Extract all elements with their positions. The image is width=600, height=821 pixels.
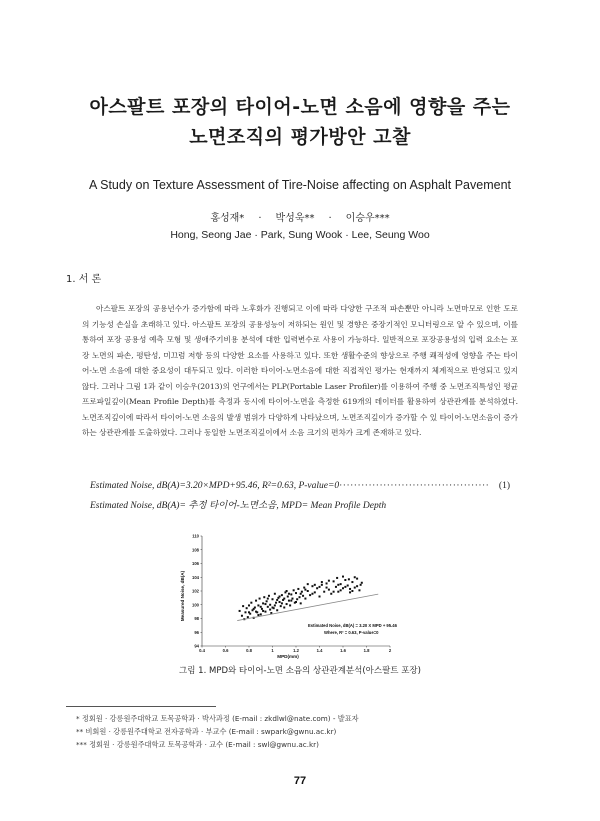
footnote-3: *** 정회원 · 강릉원주대학교 토목공학과 · 교수 (E-mail : swl@gwnu.ac.kr) bbox=[76, 740, 319, 749]
data-point bbox=[283, 607, 285, 609]
data-point bbox=[319, 596, 321, 598]
data-point bbox=[358, 589, 360, 591]
data-point bbox=[272, 607, 274, 609]
data-point bbox=[300, 593, 302, 595]
data-point bbox=[260, 606, 262, 608]
data-point bbox=[276, 609, 278, 611]
data-point bbox=[267, 606, 269, 608]
section-heading: 1. 서 론 bbox=[66, 274, 102, 285]
data-point bbox=[307, 590, 309, 592]
data-point bbox=[241, 615, 243, 617]
data-point bbox=[291, 598, 293, 600]
data-point bbox=[311, 593, 313, 595]
data-point bbox=[262, 602, 264, 604]
data-point bbox=[323, 591, 325, 593]
data-point bbox=[356, 585, 358, 587]
data-point bbox=[303, 587, 305, 589]
data-point bbox=[309, 594, 311, 596]
data-point bbox=[288, 600, 290, 602]
data-point bbox=[289, 604, 291, 606]
author-1: 홍성재* bbox=[210, 213, 245, 224]
data-point bbox=[354, 587, 356, 589]
y-tick-label: 110 bbox=[192, 533, 199, 539]
x-tick-label: 1.8 bbox=[363, 648, 370, 653]
data-point bbox=[337, 591, 339, 593]
data-point bbox=[286, 603, 288, 605]
data-point bbox=[287, 596, 289, 598]
footnote-2: ** 비회원 · 강릉원주대학교 전자공학과 · 부교수 (E-mail : swpark@gwnu.ac.kr) bbox=[76, 727, 337, 736]
y-tick-label: 102 bbox=[192, 588, 199, 594]
data-point bbox=[349, 591, 351, 593]
data-point bbox=[248, 611, 250, 613]
authors-korean bbox=[0, 209, 600, 224]
author-separator: · bbox=[258, 213, 262, 224]
data-point bbox=[328, 589, 330, 591]
data-point bbox=[255, 611, 257, 613]
equation-formula: Estimated Noise, dB(A)=3.20×MPD+95.46, R²=0.63, P-value=0 bbox=[90, 481, 340, 491]
data-point bbox=[297, 588, 299, 590]
data-point bbox=[333, 591, 335, 593]
y-axis-label: Measured Noise, dB(A) bbox=[180, 570, 185, 622]
data-point bbox=[328, 580, 330, 582]
data-point bbox=[347, 585, 349, 587]
x-tick-label: 1.2 bbox=[293, 648, 299, 653]
data-point bbox=[340, 589, 342, 591]
x-tick-label: 0.8 bbox=[246, 648, 252, 653]
x-tick-label: 0.4 bbox=[199, 648, 205, 653]
author-3: 이승우*** bbox=[345, 213, 390, 224]
data-point bbox=[300, 602, 302, 604]
footnotes bbox=[76, 712, 536, 751]
author-separator: · bbox=[328, 213, 332, 224]
data-point bbox=[279, 601, 281, 603]
data-point bbox=[248, 604, 250, 606]
data-point bbox=[260, 613, 262, 615]
data-point bbox=[304, 598, 306, 600]
y-tick-label: 94 bbox=[194, 643, 199, 649]
data-point bbox=[304, 589, 306, 591]
body-paragraph: 아스팔트 포장의 공용년수가 증가함에 따라 노후화가 진행되고 이에 따라 다양한 구조적 파손뿐만 아니라 노면마모로 인한 도로의 기능성 손실을 초래하고 있다. 아스팔트 포장의 공용성능이 저하되는 원인 및 경향은 중장기적인 모니터링으로 알 수 있으며, 이를 통하여 포장 공용성 예측 모형 및 생애주기비용 분석에 대한 입력변수로 사용이 가능하다. 일반적으로 포장공용성의 입력 요소는 포장 노면의 파손, 평탄성, 미끄럼 저항 등의 다양한 요소를 사용하고 있다. 또한 생활수준의 향상으로 주행 쾌적성에 영향을 주는 타이어-노면 소음에 대한 중요성이 대두되고 있다. 이러한 타이어-노면소음에 대한 직접적인 평가는 현재까지 체계적으로 반영되고 있지 않다. 그러나 그림 1과 같이 이승우(2013)의 연구에서는 PLP(Portable Laser Profiler)를 이용하여 주행 중 노면조직특성인 평균프로파일깊이(Mean Profile Depth)를 측정과 동시에 타이어-노면을 측정한 619개의 데이터를 활용하여 상관관계를 분석하였다. 노면조직깊이에 따라서 타이어-노면 소음의 발생 범위가 다양하게 나타났으며, 노면조직깊이가 증가할 수 있 타이어-노면소음이 증가하는 상관관계를 도출하였다. 그러나 동일한 노면조직깊이에서 소음 크기의 편차가 크게 존재하고 있다. bbox=[82, 304, 518, 437]
data-point bbox=[296, 598, 298, 600]
data-point bbox=[301, 591, 303, 593]
data-point bbox=[356, 578, 358, 580]
data-point bbox=[340, 583, 342, 585]
title-korean-line-1: 아스팔트 포장의 타이어-노면 소음에 영향을 주는 bbox=[89, 96, 511, 118]
data-point bbox=[314, 591, 316, 593]
data-point bbox=[257, 614, 259, 616]
data-point bbox=[264, 603, 266, 605]
x-tick-label: 0.6 bbox=[222, 648, 229, 653]
figure-annotation-line-1: Estimated Noise, dB(A) = 3.20 X MPD + 95.46 bbox=[308, 623, 397, 628]
data-point bbox=[274, 604, 276, 606]
x-tick-label: 1.6 bbox=[340, 648, 346, 653]
data-point bbox=[263, 596, 265, 598]
data-point bbox=[288, 593, 290, 595]
data-point bbox=[279, 596, 281, 598]
data-point bbox=[246, 607, 248, 609]
data-point bbox=[293, 589, 295, 591]
data-point bbox=[295, 592, 297, 594]
data-point bbox=[275, 602, 277, 604]
trend-line bbox=[237, 594, 378, 620]
data-point bbox=[268, 595, 270, 597]
equation-line-2: Estimated Noise, dB(A)= 추정 타이어-노면소음, MPD= Mean Profile Depth bbox=[90, 501, 387, 511]
x-tick-label: 1 bbox=[271, 648, 274, 653]
data-point bbox=[360, 584, 362, 586]
data-point bbox=[326, 582, 328, 584]
data-point bbox=[266, 600, 268, 602]
x-tick-label: 2 bbox=[388, 648, 392, 653]
data-point bbox=[262, 610, 264, 612]
data-point bbox=[330, 593, 332, 595]
data-point bbox=[348, 578, 350, 580]
data-point bbox=[255, 600, 257, 602]
data-point bbox=[299, 596, 301, 598]
authors-english: Hong, Seong Jae · Park, Sung Wook · Lee, Seung Woo bbox=[170, 229, 430, 241]
x-axis-label: MPD(mm) bbox=[277, 654, 299, 659]
data-point bbox=[280, 605, 282, 607]
x-tick-label: 1.4 bbox=[316, 648, 323, 653]
data-point bbox=[361, 582, 363, 584]
data-point bbox=[283, 598, 285, 600]
figure-annotation-line-2: Where, R² = 0.63, P-value=0 bbox=[324, 630, 379, 635]
footnote-divider bbox=[66, 706, 216, 707]
data-point bbox=[276, 599, 278, 601]
equation-number: (1) bbox=[498, 481, 510, 491]
data-point bbox=[344, 579, 346, 581]
data-point bbox=[321, 584, 323, 586]
data-point bbox=[286, 590, 288, 592]
data-point bbox=[337, 584, 339, 586]
equation-leader-dots: ········································· bbox=[339, 481, 490, 491]
page-number: 77 bbox=[293, 775, 307, 787]
footnote-1: * 정회원 · 강릉원주대학교 토목공학과 · 박사과정 (E-mail : zkdlwl@nate.com) - 발표자 bbox=[76, 714, 359, 723]
data-point bbox=[321, 581, 323, 583]
scatter-chart bbox=[176, 530, 400, 660]
y-tick-label: 108 bbox=[192, 547, 199, 553]
data-point bbox=[267, 598, 269, 600]
data-point bbox=[290, 593, 292, 595]
equation-line-1 bbox=[90, 481, 510, 491]
data-point bbox=[261, 608, 263, 610]
data-point bbox=[253, 608, 255, 610]
data-point bbox=[290, 600, 292, 602]
data-point bbox=[250, 602, 252, 604]
data-point bbox=[311, 585, 313, 587]
y-tick-label: 104 bbox=[192, 574, 199, 580]
data-point bbox=[342, 587, 344, 589]
data-point bbox=[302, 595, 304, 597]
title-english: A Study on Texture Assessment of Tire-Noise affecting on Asphalt Pavement bbox=[89, 178, 511, 192]
figure-1 bbox=[176, 530, 400, 660]
data-point bbox=[316, 587, 318, 589]
data-point bbox=[247, 616, 249, 618]
data-point bbox=[295, 601, 297, 603]
data-point bbox=[281, 594, 283, 596]
y-tick-label: 96 bbox=[194, 629, 199, 635]
data-point bbox=[314, 584, 316, 586]
data-point bbox=[259, 598, 261, 600]
data-point bbox=[326, 587, 328, 589]
data-point bbox=[269, 604, 271, 606]
data-point bbox=[307, 583, 309, 585]
data-point bbox=[319, 586, 321, 588]
author-2: 박성욱** bbox=[275, 213, 315, 224]
data-point bbox=[354, 576, 356, 578]
data-point bbox=[335, 586, 337, 588]
data-point bbox=[349, 588, 351, 590]
data-point bbox=[272, 598, 274, 600]
data-point bbox=[342, 576, 344, 578]
data-point bbox=[274, 593, 276, 595]
data-point bbox=[239, 610, 241, 612]
y-tick-label: 106 bbox=[192, 561, 199, 566]
data-point bbox=[244, 611, 246, 613]
y-tick-label: 100 bbox=[192, 602, 199, 608]
data-point bbox=[336, 577, 338, 579]
data-point bbox=[269, 609, 271, 611]
data-point bbox=[264, 611, 266, 613]
y-tick-label: 98 bbox=[194, 616, 199, 621]
data-point bbox=[351, 581, 353, 583]
data-point bbox=[242, 605, 244, 607]
figure-caption: 그림 1. MPD와 타이어-노면 소음의 상관관계분석(아스팔트 포장) bbox=[179, 666, 421, 676]
data-point bbox=[333, 580, 335, 582]
data-point bbox=[351, 590, 353, 592]
data-point bbox=[344, 586, 346, 588]
data-point bbox=[281, 602, 283, 604]
title-korean-line-2: 노면조직의 평가방안 고찰 bbox=[189, 126, 411, 148]
data-point bbox=[257, 604, 259, 606]
